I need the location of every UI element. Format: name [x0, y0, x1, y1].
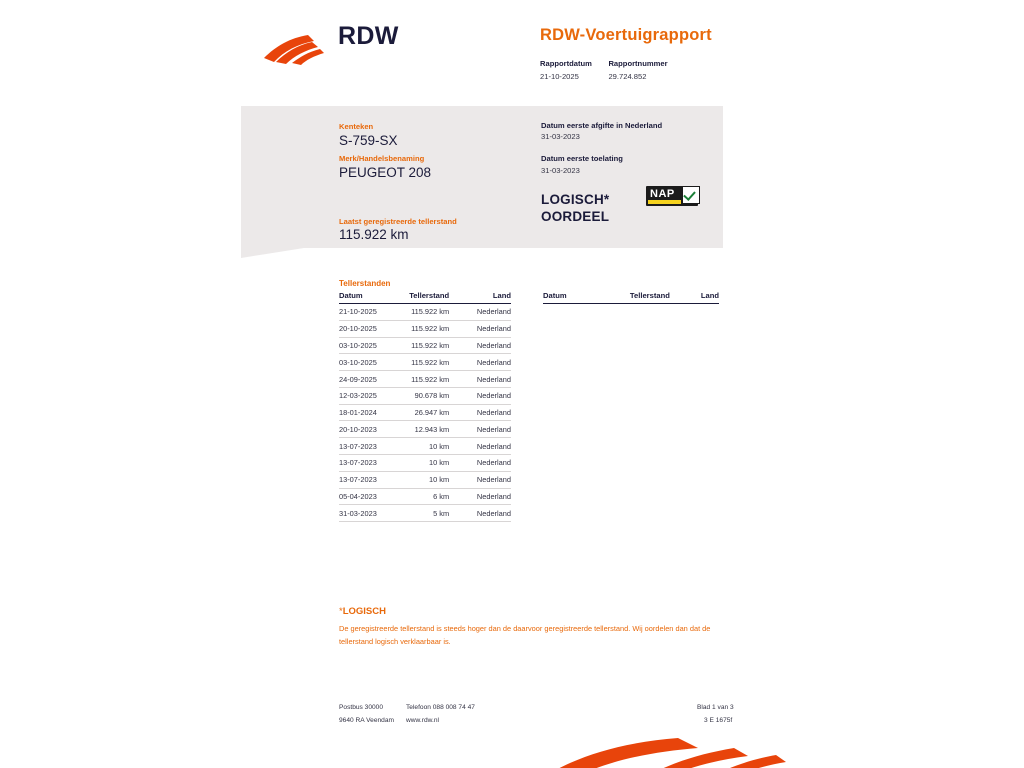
cell-land: Nederland: [467, 455, 511, 472]
col-datum: Datum: [339, 291, 394, 304]
afgifte-label: Datum eerste afgifte in Nederland: [541, 121, 663, 130]
vehicle-summary-panel: [241, 106, 723, 248]
tellerstand-label: Laatst geregistreerde tellerstand: [339, 217, 457, 226]
footer-page-number: Blad 1 van 3: [697, 704, 734, 711]
odometer-section-title: Tellerstanden: [339, 279, 391, 288]
table-header-row: [543, 291, 719, 304]
table-row: [339, 371, 511, 388]
table-header-row: [339, 291, 511, 304]
cell-land: Nederland: [467, 371, 511, 388]
cell-tellerstand: 10 km: [394, 455, 467, 472]
table-row: [339, 354, 511, 371]
cell-land: Nederland: [467, 421, 511, 438]
merk-value: PEUGEOT 208: [339, 165, 432, 180]
note-title-text: LOGISCH: [342, 606, 386, 617]
report-date-value: 21-10-2025: [540, 72, 579, 81]
odometer-table: [339, 291, 511, 522]
verdict-line-2: OORDEEL: [541, 209, 610, 224]
cell-tellerstand: 115.922 km: [394, 304, 467, 321]
header-logo-block: [262, 22, 502, 72]
cell-datum: 12-03-2025: [339, 387, 394, 404]
cell-land: Nederland: [467, 471, 511, 488]
footer-website[interactable]: www.rdw.nl: [406, 717, 439, 724]
odometer-table-body: [339, 304, 511, 522]
verdict-line-1: LOGISCH*: [541, 192, 610, 207]
nap-badge-bar: [648, 200, 681, 204]
cell-tellerstand: 10 km: [394, 471, 467, 488]
afgifte-value: 31-03-2023: [541, 132, 580, 141]
cell-datum: 20-10-2025: [339, 320, 394, 337]
cell-land: Nederland: [467, 438, 511, 455]
cell-tellerstand: 5 km: [394, 505, 467, 522]
rdw-swoosh-logo-large-icon: [548, 738, 788, 768]
panel-notch: [241, 248, 304, 258]
col-land: Land: [670, 291, 719, 304]
footer-code: 3 E 1675f: [704, 717, 733, 724]
table-row: [339, 320, 511, 337]
cell-land: Nederland: [467, 488, 511, 505]
cell-land: Nederland: [467, 404, 511, 421]
rdw-swoosh-logo-icon: [262, 32, 330, 66]
toelating-label: Datum eerste toelating: [541, 154, 623, 163]
cell-land: Nederland: [467, 304, 511, 321]
table-row: [339, 304, 511, 321]
cell-land: Nederland: [467, 354, 511, 371]
footer-address-line-1: Postbus 30000: [339, 704, 383, 711]
toelating-value: 31-03-2023: [541, 166, 580, 175]
cell-datum: 18-01-2024: [339, 404, 394, 421]
kenteken-value: S-759-SX: [339, 133, 398, 148]
merk-label: Merk/Handelsbenaming: [339, 154, 425, 163]
report-meta: [540, 58, 840, 83]
cell-datum: 03-10-2025: [339, 337, 394, 354]
table-row: [339, 421, 511, 438]
cell-tellerstand: 6 km: [394, 488, 467, 505]
cell-tellerstand: 12.943 km: [394, 421, 467, 438]
report-number-value: 29.724.852: [608, 72, 647, 81]
verdict-text: [541, 191, 609, 225]
note-star: *: [339, 606, 343, 617]
cell-tellerstand: 90.678 km: [394, 387, 467, 404]
col-tellerstand: Tellerstand: [394, 291, 467, 304]
kenteken-label: Kenteken: [339, 122, 374, 131]
tellerstand-value: 115.922 km: [339, 227, 409, 242]
cell-tellerstand: 115.922 km: [394, 371, 467, 388]
page-title: RDW-Voertuigrapport: [540, 26, 712, 44]
cell-tellerstand: 115.922 km: [394, 354, 467, 371]
table-row: [339, 337, 511, 354]
cell-land: Nederland: [467, 320, 511, 337]
table-row: [339, 505, 511, 522]
cell-tellerstand: 10 km: [394, 438, 467, 455]
report-date-label: Rapportdatum: [540, 59, 592, 68]
col-tellerstand: Tellerstand: [606, 291, 669, 304]
cell-tellerstand: 26.947 km: [394, 404, 467, 421]
col-datum: Datum: [543, 291, 606, 304]
cell-datum: 13-07-2023: [339, 471, 394, 488]
cell-datum: 03-10-2025: [339, 354, 394, 371]
cell-land: Nederland: [467, 337, 511, 354]
cell-datum: 31-03-2023: [339, 505, 394, 522]
table-row: [339, 438, 511, 455]
nap-badge-text: NAP: [650, 188, 675, 200]
cell-datum: 21-10-2025: [339, 304, 394, 321]
cell-tellerstand: 115.922 km: [394, 337, 467, 354]
note-body: De geregistreerde tellerstand is steeds hoger dan de daarvoor geregistreerde tellerstand. Wij oordelen dan dat de tellerstand logisch verklaarbaar is.: [339, 624, 711, 646]
cell-land: Nederland: [467, 505, 511, 522]
cell-tellerstand: 115.922 km: [394, 320, 467, 337]
report-date-block: [540, 58, 604, 83]
table-row: [339, 488, 511, 505]
table-row: [339, 387, 511, 404]
report-number-label: Rapportnummer: [608, 59, 668, 68]
table-row: [339, 471, 511, 488]
note-title: [339, 606, 386, 617]
cell-datum: 24-09-2025: [339, 371, 394, 388]
cell-datum: 13-07-2023: [339, 438, 394, 455]
col-land: Land: [467, 291, 511, 304]
footer-address-line-2: 9640 RA Veendam: [339, 717, 394, 724]
table-row: [339, 404, 511, 421]
brand-name: RDW: [338, 22, 399, 50]
odometer-table-second-column: [543, 291, 719, 304]
cell-datum: 05-04-2023: [339, 488, 394, 505]
report-number-block: [608, 58, 667, 83]
cell-land: Nederland: [467, 387, 511, 404]
cell-datum: 20-10-2023: [339, 421, 394, 438]
cell-datum: 13-07-2023: [339, 455, 394, 472]
check-mark-icon: [682, 186, 700, 204]
table-row: [339, 455, 511, 472]
footer-phone: Telefoon 088 008 74 47: [406, 704, 475, 711]
